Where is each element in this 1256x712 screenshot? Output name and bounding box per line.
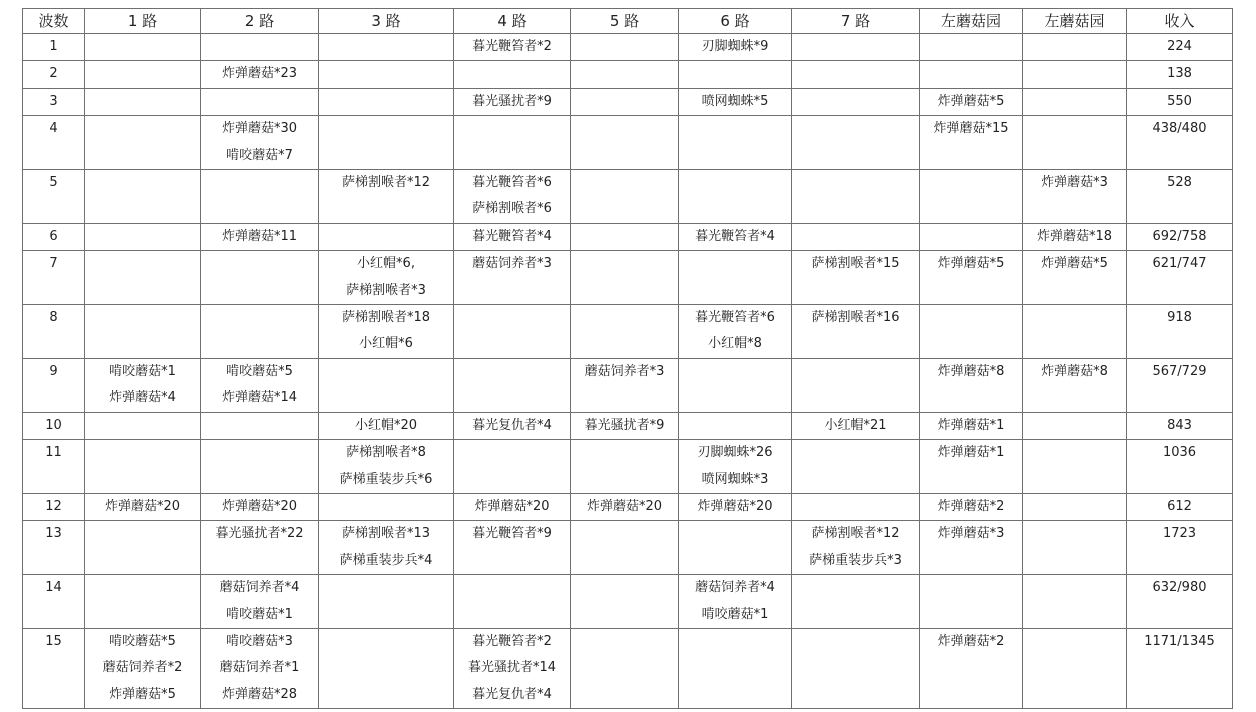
lane-cell (679, 628, 792, 708)
cell-text: 224 (1167, 39, 1192, 54)
lane-cell (1023, 412, 1127, 439)
lane-cell (679, 305, 792, 359)
wave-number-cell (23, 358, 85, 412)
cell-text: 1171/1345 (1144, 633, 1215, 649)
lane-cell (679, 358, 792, 412)
lane-cell (679, 493, 792, 520)
lane-cell (319, 61, 454, 88)
cell-text: 萨梯割喉者*16 (811, 310, 900, 326)
cell-text: 4 (49, 121, 58, 137)
lane-cell (920, 440, 1023, 494)
lane-cell (319, 170, 454, 224)
cell-text: 炸弹蘑菇*5 (937, 93, 1005, 109)
wave-number-cell (23, 440, 85, 494)
lane-cell (1023, 61, 1127, 88)
lane-cell (454, 521, 571, 575)
lane-cell (1023, 521, 1127, 575)
cell-text: 炸弹蘑菇*14 (221, 390, 298, 406)
cell-text: 暮光复仇者*4 (472, 686, 552, 702)
table-row (23, 34, 1233, 61)
lane-cell (454, 223, 571, 250)
cell-text: 550 (1167, 93, 1192, 109)
lane-cell (201, 34, 319, 61)
cell-text: 炸弹蘑菇*8 (937, 363, 1005, 379)
cell-text: 炸弹蘑菇*20 (104, 498, 181, 514)
cell-text: 炸弹蘑菇*3 (937, 526, 1005, 542)
table-row (23, 305, 1233, 359)
cell-text: 小红帽*6 (359, 336, 413, 352)
cell-text: 8 (49, 310, 58, 326)
income-cell (1127, 88, 1233, 115)
column-header: 6 路 (679, 9, 792, 34)
cell-text: 炸弹蘑菇*2 (937, 633, 1005, 649)
table-row (23, 440, 1233, 494)
wave-number-cell (23, 116, 85, 170)
lane-cell (319, 88, 454, 115)
cell-text: 暮光鞭笞者*2 (472, 39, 552, 54)
cell-text: 炸弹蘑菇*20 (697, 498, 773, 514)
cell-text: 12 (45, 498, 62, 514)
lane-cell (920, 628, 1023, 708)
lane-cell (679, 412, 792, 439)
lane-cell (920, 223, 1023, 250)
cell-text: 萨梯割喉者*8 (346, 445, 426, 461)
lane-cell (85, 116, 201, 170)
lane-cell (454, 412, 571, 439)
lane-cell (319, 575, 454, 629)
cell-text: 炸弹蘑菇*1 (937, 417, 1005, 433)
cell-text: 炸弹蘑菇*20 (586, 498, 663, 514)
lane-cell (679, 170, 792, 224)
lane-cell (920, 34, 1023, 61)
cell-text: 15 (45, 633, 62, 649)
lane-cell (920, 116, 1023, 170)
cell-text: 10 (45, 417, 62, 433)
cell-text: 啃咬蘑菇*5 (109, 633, 176, 649)
lane-cell (85, 251, 201, 305)
lane-cell (85, 440, 201, 494)
income-cell (1127, 116, 1233, 170)
cell-text: 炸弹蘑菇*15 (933, 121, 1009, 137)
cell-text: 炸弹蘑菇*20 (474, 498, 550, 514)
lane-cell (1023, 493, 1127, 520)
lane-cell (454, 628, 571, 708)
lane-cell (201, 358, 319, 412)
cell-text: 2 (49, 66, 58, 82)
lane-cell (679, 34, 792, 61)
lane-cell (679, 61, 792, 88)
lane-cell (920, 358, 1023, 412)
cell-text: 炸弹蘑菇*30 (221, 121, 298, 137)
cell-text: 炸弹蘑菇*4 (109, 390, 176, 406)
cell-text: 暮光鞭笞者*6 (472, 175, 552, 191)
lane-cell (454, 305, 571, 359)
cell-text: 啃咬蘑菇*3 (226, 633, 293, 649)
income-cell (1127, 61, 1233, 88)
lane-cell (85, 358, 201, 412)
lane-cell (571, 305, 679, 359)
cell-text: 暮光骚扰者*14 (467, 660, 557, 676)
cell-text: 萨梯重装步兵*6 (339, 471, 433, 487)
lane-cell (792, 116, 920, 170)
lane-cell (920, 521, 1023, 575)
cell-text: 567/729 (1152, 363, 1207, 379)
cell-text: 1723 (1162, 526, 1197, 542)
lane-cell (571, 493, 679, 520)
lane-cell (454, 358, 571, 412)
wave-number-cell (23, 170, 85, 224)
table-row (23, 223, 1233, 250)
lane-cell (454, 493, 571, 520)
lane-cell (454, 251, 571, 305)
lane-cell (571, 88, 679, 115)
lane-cell (319, 358, 454, 412)
cell-text: 炸弹蘑菇*3 (1041, 175, 1108, 191)
header-row (23, 9, 1233, 34)
lane-cell (85, 412, 201, 439)
table-row (23, 412, 1233, 439)
income-cell (1127, 305, 1233, 359)
lane-cell (319, 628, 454, 708)
lane-cell (85, 628, 201, 708)
cell-text: 暮光骚扰者*9 (472, 93, 552, 109)
lane-cell (792, 521, 920, 575)
cell-text: 炸弹蘑菇*28 (221, 686, 298, 702)
cell-text: 621/747 (1152, 256, 1207, 272)
lane-cell (1023, 251, 1127, 305)
lane-cell (792, 440, 920, 494)
wave-number-cell (23, 251, 85, 305)
column-header: 波数 (23, 9, 85, 34)
cell-text: 1 (49, 39, 58, 54)
lane-cell (454, 116, 571, 170)
lane-cell (1023, 116, 1127, 170)
lane-cell (571, 251, 679, 305)
lane-cell (679, 223, 792, 250)
cell-text: 喷网蜘蛛*5 (701, 93, 769, 109)
cell-text: 7 (49, 256, 58, 272)
wave-number-cell (23, 61, 85, 88)
lane-cell (792, 223, 920, 250)
lane-cell (85, 88, 201, 115)
lane-cell (571, 61, 679, 88)
cell-text: 蘑菇饲养者*3 (472, 256, 552, 272)
cell-text: 刃脚蜘蛛*26 (697, 445, 773, 461)
lane-cell (1023, 440, 1127, 494)
lane-cell (679, 575, 792, 629)
lane-cell (1023, 305, 1127, 359)
wave-number-cell (23, 88, 85, 115)
lane-cell (454, 34, 571, 61)
cell-text: 萨梯重装步兵*4 (339, 552, 433, 568)
lane-cell (201, 493, 319, 520)
wave-number-cell (23, 628, 85, 708)
column-header: 左蘑菇园 (920, 9, 1023, 34)
column-header: 左蘑菇园 (1023, 9, 1127, 34)
lane-cell (85, 34, 201, 61)
cell-text: 暮光鞭笞者*9 (472, 526, 552, 542)
column-header: 2 路 (201, 9, 319, 34)
column-header: 3 路 (319, 9, 454, 34)
lane-cell (201, 170, 319, 224)
cell-text: 138 (1167, 66, 1192, 82)
lane-cell (319, 251, 454, 305)
cell-text: 萨梯割喉者*3 (346, 282, 426, 298)
column-header: 7 路 (792, 9, 920, 34)
cell-text: 暮光鞭笞者*4 (695, 228, 775, 244)
lane-cell (792, 628, 920, 708)
lane-cell (201, 305, 319, 359)
cell-text: 438/480 (1152, 121, 1207, 137)
lane-cell (571, 412, 679, 439)
lane-cell (1023, 575, 1127, 629)
cell-text: 蘑菇饲养者*1 (219, 660, 300, 676)
income-cell (1127, 251, 1233, 305)
cell-text: 啃咬蘑菇*1 (701, 606, 769, 622)
income-cell (1127, 440, 1233, 494)
lane-cell (201, 88, 319, 115)
lane-cell (85, 61, 201, 88)
lane-cell (792, 493, 920, 520)
lane-cell (679, 251, 792, 305)
cell-text: 炸弹蘑菇*1 (937, 445, 1005, 461)
income-cell (1127, 170, 1233, 224)
lane-cell (85, 521, 201, 575)
cell-text: 蘑菇饲养者*2 (102, 660, 183, 676)
cell-text: 11 (45, 445, 62, 461)
lane-cell (1023, 223, 1127, 250)
table-row (23, 61, 1233, 88)
lane-cell (920, 61, 1023, 88)
income-cell (1127, 521, 1233, 575)
cell-text: 小红帽*21 (824, 417, 887, 433)
cell-text: 萨梯割喉者*13 (341, 526, 431, 542)
cell-text: 萨梯割喉者*15 (811, 256, 900, 272)
lane-cell (319, 305, 454, 359)
cell-text: 炸弹蘑菇*18 (1036, 228, 1113, 244)
lane-cell (454, 88, 571, 115)
lane-cell (679, 88, 792, 115)
lane-cell (571, 440, 679, 494)
lane-cell (201, 61, 319, 88)
cell-text: 暮光鞭笞者*2 (472, 633, 552, 649)
table-row (23, 628, 1233, 708)
cell-text: 啃咬蘑菇*7 (226, 147, 293, 163)
wave-number-cell (23, 223, 85, 250)
cell-text: 萨梯割喉者*12 (811, 526, 900, 542)
table-row (23, 493, 1233, 520)
cell-text: 蘑菇饲养者*3 (584, 363, 665, 379)
wave-number-cell (23, 305, 85, 359)
cell-text: 843 (1167, 417, 1192, 433)
cell-text: 13 (45, 526, 62, 542)
cell-text: 暮光鞭笞者*6 (695, 310, 775, 326)
table-row (23, 170, 1233, 224)
cell-text: 喷网蜘蛛*3 (701, 471, 769, 487)
cell-text: 暮光鞭笞者*4 (472, 228, 552, 244)
lane-cell (319, 412, 454, 439)
lane-cell (571, 223, 679, 250)
lane-cell (201, 116, 319, 170)
table-row (23, 251, 1233, 305)
cell-text: 小红帽*6, (357, 256, 415, 272)
cell-text: 炸弹蘑菇*5 (1041, 256, 1108, 272)
lane-cell (201, 223, 319, 250)
lane-cell (920, 575, 1023, 629)
cell-text: 14 (45, 580, 62, 596)
cell-text: 啃咬蘑菇*5 (226, 363, 293, 379)
lane-cell (85, 493, 201, 520)
cell-text: 6 (49, 228, 58, 244)
cell-text: 528 (1167, 175, 1192, 191)
lane-cell (201, 412, 319, 439)
cell-text: 萨梯割喉者*18 (341, 310, 431, 326)
cell-text: 暮光复仇者*4 (472, 417, 552, 433)
wave-number-cell (23, 34, 85, 61)
lane-cell (201, 628, 319, 708)
cell-text: 612 (1167, 498, 1192, 514)
income-cell (1127, 628, 1233, 708)
lane-cell (319, 34, 454, 61)
cell-text: 炸弹蘑菇*23 (221, 66, 298, 82)
cell-text: 炸弹蘑菇*5 (109, 686, 176, 702)
lane-cell (1023, 88, 1127, 115)
lane-cell (85, 170, 201, 224)
income-cell (1127, 223, 1233, 250)
table-row (23, 88, 1233, 115)
lane-cell (1023, 628, 1127, 708)
wave-table (22, 8, 1233, 709)
cell-text: 炸弹蘑菇*2 (937, 498, 1005, 514)
lane-cell (571, 358, 679, 412)
lane-cell (1023, 170, 1127, 224)
lane-cell (454, 440, 571, 494)
wave-number-cell (23, 575, 85, 629)
income-cell (1127, 358, 1233, 412)
cell-text: 3 (49, 93, 58, 109)
cell-text: 9 (49, 363, 58, 379)
lane-cell (920, 493, 1023, 520)
lane-cell (571, 575, 679, 629)
lane-cell (319, 223, 454, 250)
lane-cell (85, 305, 201, 359)
cell-text: 炸弹蘑菇*20 (221, 498, 298, 514)
lane-cell (319, 521, 454, 575)
lane-cell (1023, 358, 1127, 412)
lane-cell (319, 116, 454, 170)
cell-text: 蘑菇饲养者*4 (695, 580, 775, 596)
income-cell (1127, 493, 1233, 520)
lane-cell (792, 358, 920, 412)
table-row (23, 521, 1233, 575)
lane-cell (201, 251, 319, 305)
column-header: 5 路 (571, 9, 679, 34)
lane-cell (319, 440, 454, 494)
income-cell (1127, 412, 1233, 439)
table-row (23, 358, 1233, 412)
wave-number-cell (23, 493, 85, 520)
lane-cell (571, 628, 679, 708)
lane-cell (679, 116, 792, 170)
lane-cell (792, 34, 920, 61)
lane-cell (792, 88, 920, 115)
lane-cell (792, 305, 920, 359)
lane-cell (85, 223, 201, 250)
lane-cell (571, 34, 679, 61)
lane-cell (571, 170, 679, 224)
lane-cell (1023, 34, 1127, 61)
lane-cell (201, 575, 319, 629)
lane-cell (571, 521, 679, 575)
cell-text: 暮光骚扰者*9 (584, 417, 665, 433)
cell-text: 暮光骚扰者*22 (215, 526, 304, 542)
lane-cell (201, 440, 319, 494)
lane-cell (920, 412, 1023, 439)
cell-text: 小红帽*8 (708, 336, 762, 352)
cell-text: 啃咬蘑菇*1 (109, 363, 176, 379)
table-body (23, 34, 1233, 709)
lane-cell (920, 251, 1023, 305)
income-cell (1127, 575, 1233, 629)
lane-cell (679, 440, 792, 494)
cell-text: 刃脚蜘蛛*9 (701, 39, 769, 54)
lane-cell (201, 521, 319, 575)
lane-cell (920, 170, 1023, 224)
cell-text: 萨梯重装步兵*3 (809, 552, 902, 568)
lane-cell (792, 412, 920, 439)
cell-text: 小红帽*20 (354, 417, 418, 433)
lane-cell (319, 493, 454, 520)
lane-cell (792, 61, 920, 88)
cell-text: 1036 (1162, 445, 1197, 461)
cell-text: 632/980 (1152, 580, 1207, 596)
lane-cell (920, 305, 1023, 359)
cell-text: 炸弹蘑菇*5 (937, 256, 1005, 272)
cell-text: 炸弹蘑菇*11 (221, 228, 298, 244)
lane-cell (454, 170, 571, 224)
lane-cell (920, 88, 1023, 115)
cell-text: 萨梯割喉者*6 (472, 201, 552, 217)
cell-text: 啃咬蘑菇*1 (226, 606, 293, 622)
cell-text: 蘑菇饲养者*4 (219, 580, 300, 596)
column-header: 收入 (1127, 9, 1233, 34)
lane-cell (679, 521, 792, 575)
lane-cell (792, 575, 920, 629)
lane-cell (571, 116, 679, 170)
lane-cell (85, 575, 201, 629)
lane-cell (792, 170, 920, 224)
lane-cell (454, 575, 571, 629)
table-row (23, 116, 1233, 170)
cell-text: 5 (49, 175, 58, 191)
cell-text: 萨梯割喉者*12 (341, 175, 431, 191)
lane-cell (454, 61, 571, 88)
income-cell (1127, 34, 1233, 61)
lane-cell (792, 251, 920, 305)
cell-text: 炸弹蘑菇*8 (1041, 363, 1108, 379)
table-row (23, 575, 1233, 629)
wave-number-cell (23, 412, 85, 439)
cell-text: 692/758 (1152, 228, 1207, 244)
column-header: 1 路 (85, 9, 201, 34)
wave-number-cell (23, 521, 85, 575)
cell-text: 918 (1167, 310, 1192, 326)
column-header: 4 路 (454, 9, 571, 34)
